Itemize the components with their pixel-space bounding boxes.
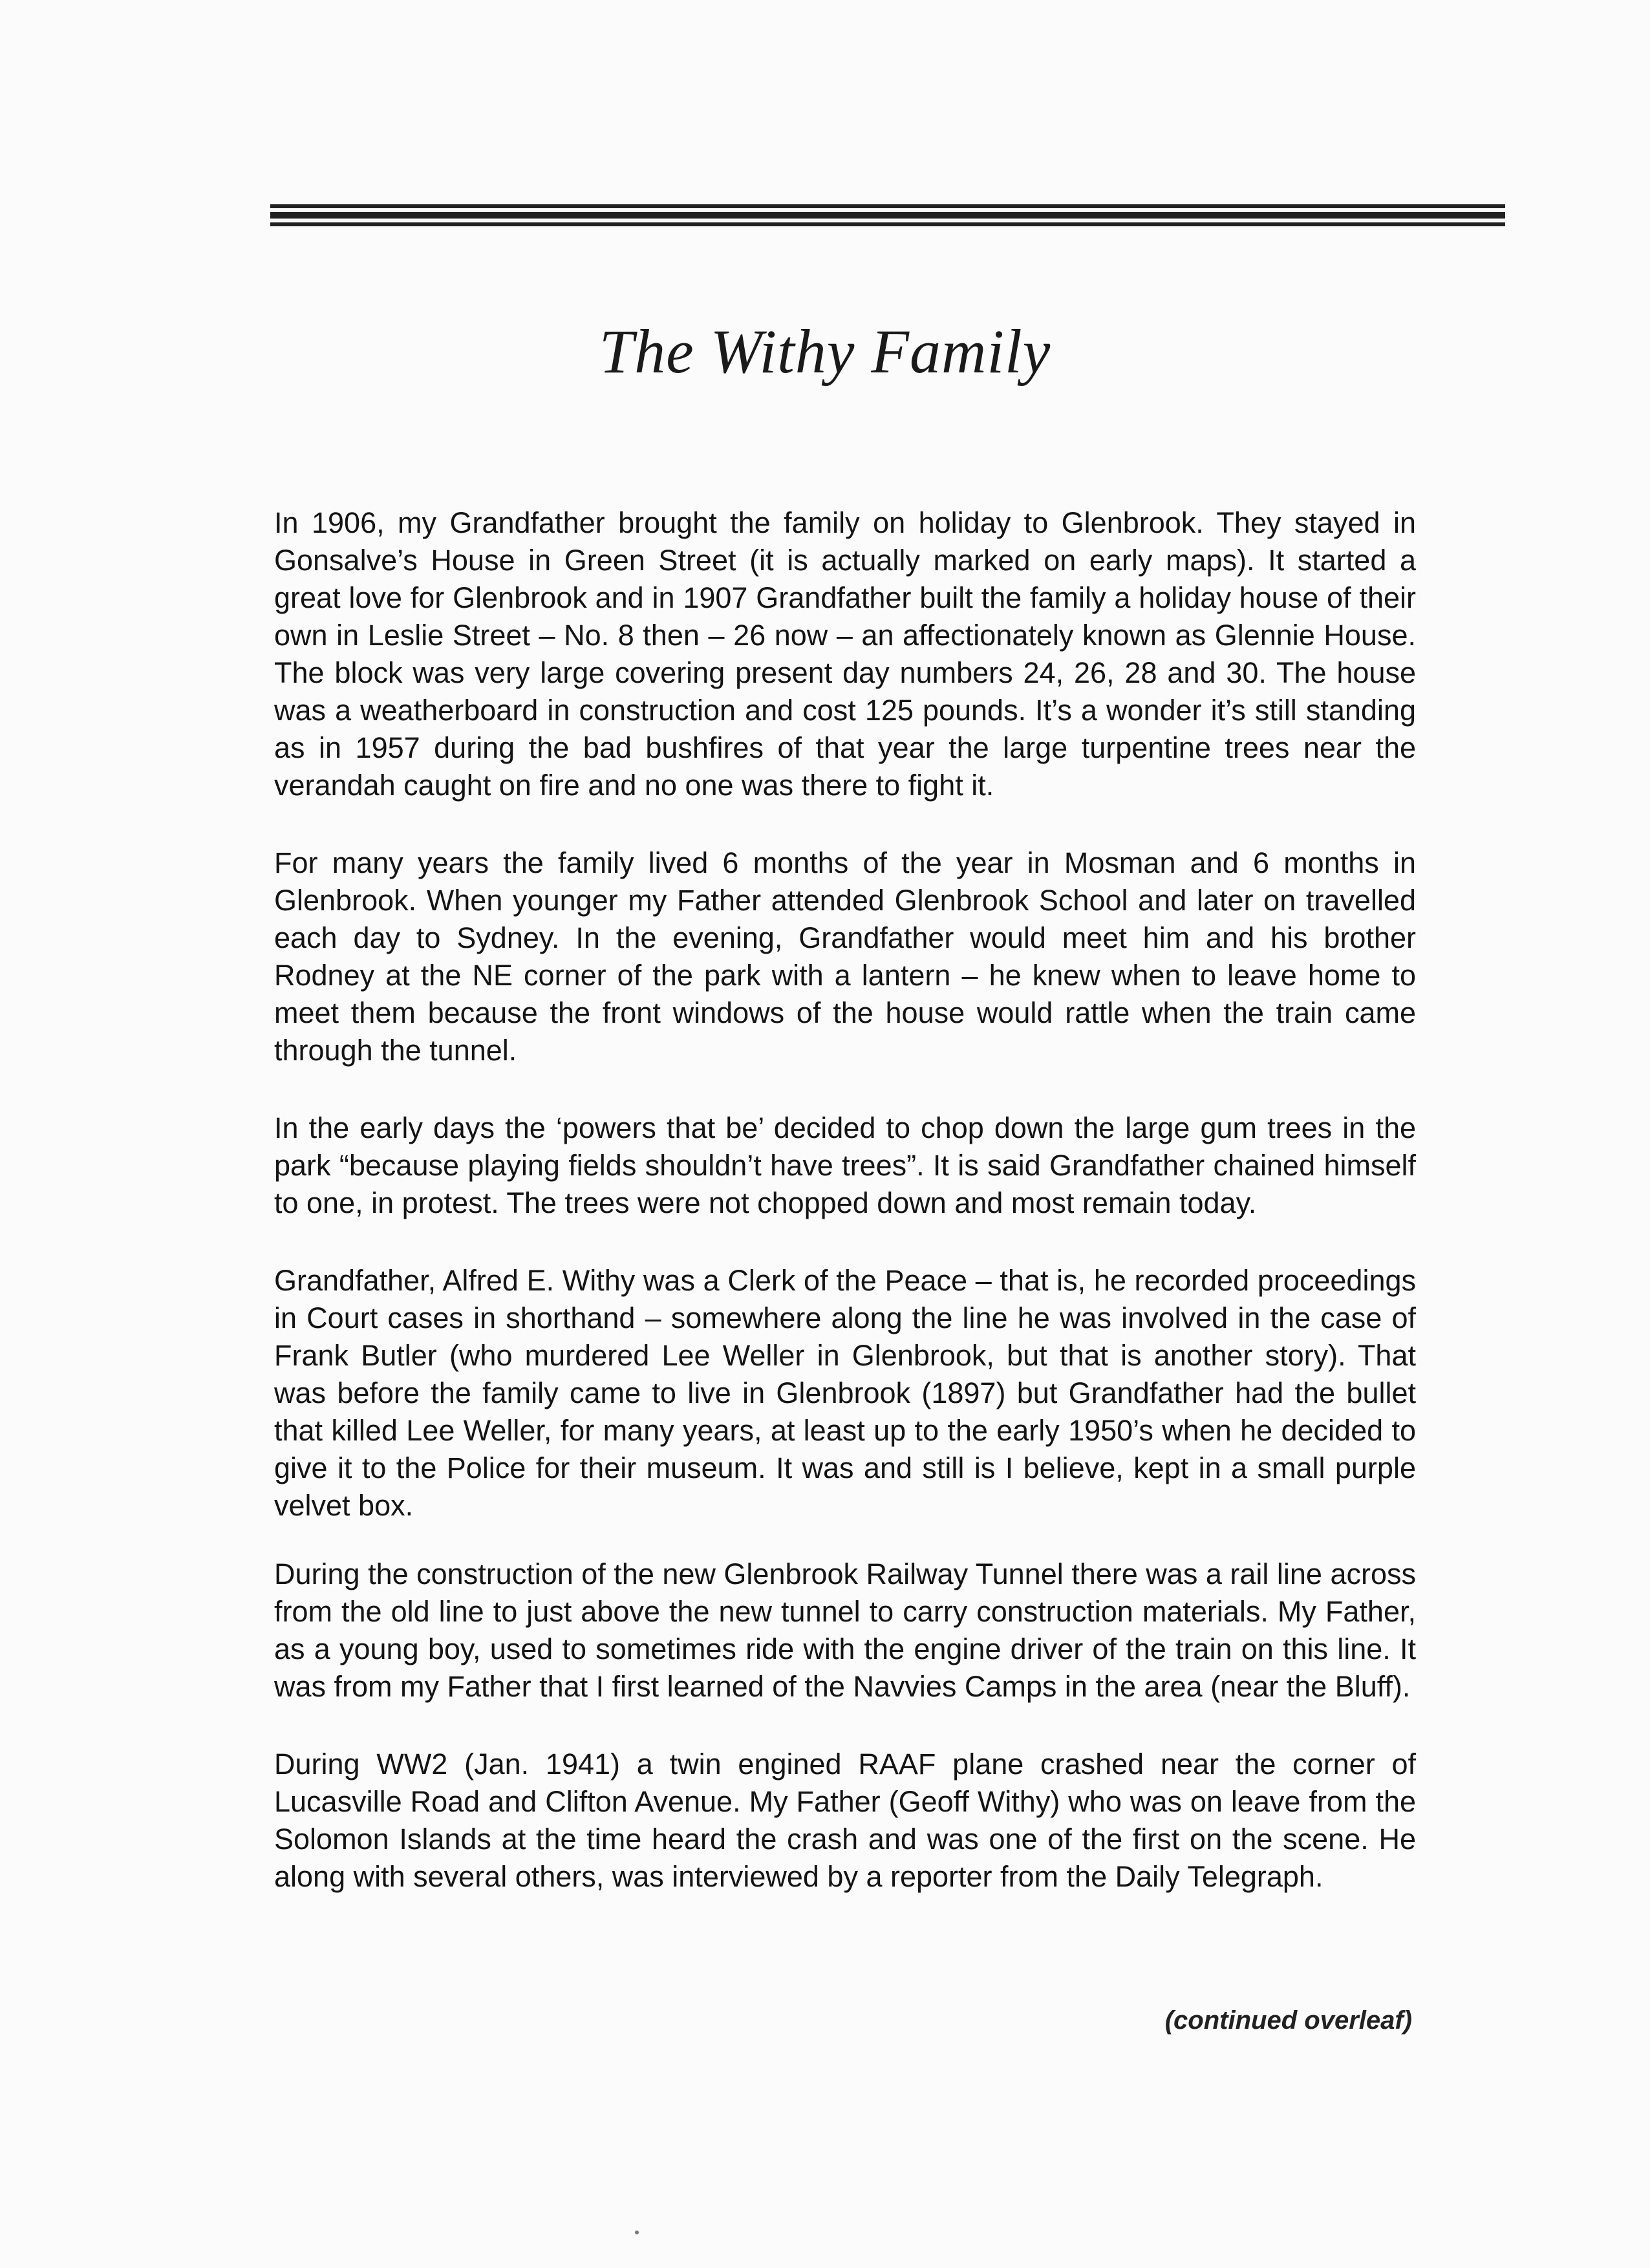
- header-rule-line-top: [270, 204, 1505, 208]
- paragraph-mosman-glenbrook: For many years the family lived 6 months of the year in Mosman and 6 months in Glenbrook. When younger my Father attended Glenbrook School and later on travelled each day to Sydney. In the evening, Grandfather would meet him and his brother Rodney at the NE corner of the park with a lantern – he knew when to leave home to meet them because the front windows of the house would rattle when the train came through the tunnel.: [274, 846, 1416, 1067]
- paragraph-railway-tunnel: During the construction of the new Glenbrook Railway Tunnel there was a rail line across from the old line to just above the new tunnel to carry construction materials. My Father, as a young boy, used to sometimes ride with the engine driver of the train on this line. It was from my Father that I first learned of the Navvies Camps in the area (near the Bluff).: [274, 1557, 1416, 1703]
- header-rule-line-bottom: [270, 222, 1505, 226]
- paragraph-clerk-of-peace: Grandfather, Alfred E. Withy was a Clerk of the Peace – that is, he recorded proceedings in Court cases in shorthand – somewhere along the line he was involved in the case of Frank Butler (who murdered Lee Weller in Glenbrook, but that is another story). That was before the family came to live in Glenbrook (1897) but Grandfather had the bullet that killed Lee Weller, for many years, at least up to the early 1950’s when he decided to give it to the Police for their museum. It was and still is I believe, kept in a small purple velvet box.: [274, 1264, 1416, 1522]
- scan-speck: [635, 2231, 639, 2234]
- header-rule-line-middle: [270, 212, 1505, 219]
- page-title: The Withy Family: [599, 317, 1051, 386]
- paragraph-holiday-house: In 1906, my Grandfather brought the family on holiday to Glenbrook. They stayed in Gonsalve’s House in Green Street (it is actually marked on early maps). It started a great love for Glenbrook and in 1907 Grandfather built the family a holiday house of their own in Leslie Street – No. 8 then – 26 now – an affectionately known as Glennie House. The block was very large covering present day numbers 24, 26, 28 and 30. The house was a weatherboard in construction and cost 125 pounds. It’s a wonder it’s still standing as in 1957 during the bad bushfires of that year the large turpentine trees near the verandah caught on fire and no one was there to fight it.: [274, 506, 1416, 802]
- continued-note: (continued overleaf): [1164, 2006, 1412, 2035]
- header-rule: [270, 204, 1505, 226]
- paragraph-raaf-crash: During WW2 (Jan. 1941) a twin engined RAAF plane crashed near the corner of Lucasville Road and Clifton Avenue. My Father (Geoff Withy) who was on leave from the Solomon Islands at the time heard the crash and was one of the first on the scene. He along with several others, was interviewed by a reporter from the Daily Telegraph.: [274, 1748, 1416, 1893]
- document-body: [274, 504, 1416, 1936]
- paragraph-gum-trees: In the early days the ‘powers that be’ decided to chop down the large gum trees in the park “because playing fields shouldn’t have trees”. It is said Grandfather chained himself to one, in protest. The trees were not chopped down and most remain today.: [274, 1111, 1416, 1219]
